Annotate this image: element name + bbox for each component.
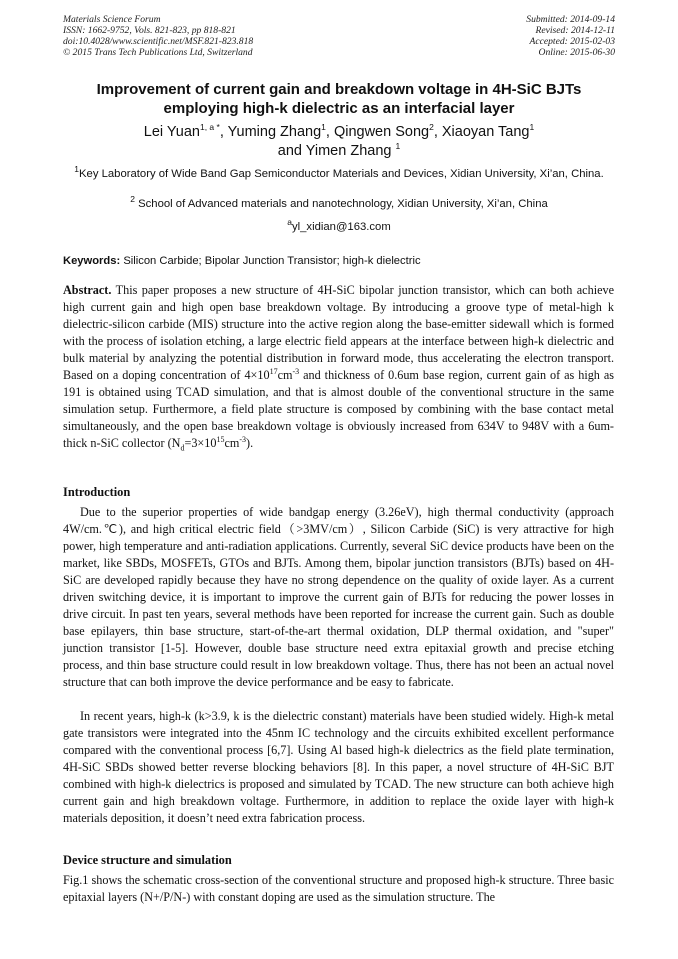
journal-doi: doi:10.4028/www.scientific.net/MSF.821-823.818 <box>63 36 254 47</box>
journal-issn: ISSN: 1662-9752, Vols. 821-823, pp 818-821 <box>63 25 236 36</box>
introduction-paragraph-2: In recent years, high-k (k>3.9, k is the dielectric constant) materials have been studied widely. High-k metal gate transistors were integrated into the 45nm IC technology and the circuits exhibited excellent performance compared with the conventional process [6,7]. Using Al based high-k dielectrics as the field plate termination, 4H-SiC SBDs showed better reverse blocking behaviors [8]. In this paper, a novel structure of 4H-SiC BJT combined with high-k dielectrics is proposed and simulated by TCAD. The new structure can both achieve high current gain and high breakdown voltage. Furthermore, in addition to replace the oxide layer with high-k materials deposition, it doesn’t need extra fabrication process. <box>63 709 614 825</box>
affiliation-1 <box>60 164 618 181</box>
paper-title <box>60 80 618 118</box>
keywords-text: Silicon Carbide; Bipolar Junction Transistor; high-k dielectric <box>123 255 421 267</box>
section-heading-device-structure: Device structure and simulation <box>63 853 232 867</box>
journal-header <box>63 14 253 58</box>
author-affiliation-mark: 1 <box>321 122 326 133</box>
author-separator: , <box>219 124 224 140</box>
introduction-paragraph-1: Due to the superior properties of wide bandgap energy (3.26eV), high thermal conductivity (approach 4W/cm.℃), and high critical electric field（>3MV/cm）, Silicon Carbide (SiC) is very attractive for high power, high temperature and anti-radiation applications. Currently, several SiC device products have been on the market, like SBDs, MOSFETs, GTOs and BJTs. Among them, bipolar junction transistors (BJTs) based on 4H-SiC are developed rapidly because they have no strong dependence on the quality of oxide layer. As a current driven switching device, it is important to improve the current gain of BJTs for reducing the power losses in drive circuit. In past ten years, several methods have been reported for increase the current gain. Such as double base epilayers, thin base structure, start-of-the-art thermal oxidation, DLP thermal oxidation, and "super" junction transistor [1-5]. However, double base structure need extra epitaxial growth and precise etching process, and thin base structure could result in low breakdown voltage. Thus, there has not been an actual novel structure that can both improve the device performance and be easy to fabricate. <box>63 505 614 689</box>
affiliation-number: 1 <box>74 164 79 175</box>
author-affiliation-mark: 1 <box>395 141 401 152</box>
email-mark: a <box>287 217 292 228</box>
date-online: Online: 2015-06-30 <box>538 47 615 58</box>
date-revised: Revised: 2014-12-11 <box>535 25 615 36</box>
abstract-text: cm <box>224 436 240 450</box>
date-accepted: Accepted: 2015-02-03 <box>529 36 615 47</box>
author-affiliation-mark: 1, a * <box>199 122 220 133</box>
exponent: 15 <box>216 434 225 444</box>
author-name: Xiaoyan Tang <box>441 124 530 140</box>
exponent: -3 <box>292 366 300 376</box>
abstract-text: ). <box>246 436 254 450</box>
affiliation-text: School of Advanced materials and nanotechnology, Xidian University, Xi’an, China <box>138 198 548 210</box>
exponent: 17 <box>269 366 278 376</box>
keywords <box>63 254 615 268</box>
author-line-2 <box>60 142 618 161</box>
author-conjunction: and <box>277 143 302 159</box>
section-heading-introduction: Introduction <box>63 485 131 499</box>
author-name: Yuming Zhang <box>227 124 322 140</box>
author-separator: , <box>433 124 438 140</box>
author-affiliation-mark: 1 <box>529 122 535 133</box>
date-submitted: Submitted: 2014-09-14 <box>526 14 615 25</box>
abstract-text: and thickness of 0.6um base region, current gain of as high as 191 is obtained using TCAD simulation, and that is almost double of the conventional structure in the same simulation setup. Furthermore, a field plate structure is composed by combining with the base contact metal simultaneously, and the open base breakdown voltage is obviously increased from 634V to 948V with a 6um-thick n-SiC collector (N <box>63 368 614 450</box>
author-separator: , <box>325 124 330 140</box>
author-name: Yimen Zhang <box>305 143 392 159</box>
author-list <box>60 123 618 161</box>
affiliation-text: Key Laboratory of Wide Band Gap Semiconductor Materials and Devices, Xidian University, Xi’an, China. <box>79 168 604 180</box>
author-name: Lei Yuan <box>143 124 200 140</box>
title-line-2: employing high-k dielectric as an interfacial layer <box>163 100 515 117</box>
exponent: -3 <box>239 434 247 444</box>
journal-name: Materials Science Forum <box>63 14 161 25</box>
corresponding-email <box>60 217 618 234</box>
abstract-text: cm <box>277 368 293 382</box>
author-affiliation-mark: 2 <box>429 122 434 133</box>
keywords-label: Keywords: <box>63 255 121 267</box>
device-paragraph-1: Fig.1 shows the schematic cross-section of the conventional structure and proposed high-k structure. Three basic epitaxial layers (N+/P/N-) with constant doping are used as the simulation structure. The <box>63 873 614 904</box>
email-address: yl_xidian@163.com <box>291 221 391 233</box>
affiliation-number: 2 <box>130 194 135 205</box>
author-name: Qingwen Song <box>333 124 430 140</box>
subscript: d <box>180 443 185 453</box>
abstract-label: Abstract. <box>63 283 112 297</box>
abstract <box>63 282 614 452</box>
affiliation-2 <box>60 194 618 211</box>
title-line-1: Improvement of current gain and breakdown voltage in 4H-SiC BJTs <box>96 81 582 98</box>
dates-header <box>526 14 615 58</box>
author-line-1 <box>60 123 618 142</box>
abstract-text: This paper proposes a new structure of 4H-SiC bipolar junction transistor, which can both achieve high current gain and high open base breakdown voltage. By introducing a groove type of metal-high k dielectric-silicon carbide (MIS) structure into the active region along the base-emitter sidewall which is formed with the process of isolation etching, a large electric field appears at the interface between high-k dielectric and bulk material by analyzing the potential distribution in forward mode, thus accelerating the electron transport. Based on a doping concentration of 4×10 <box>63 283 614 382</box>
journal-copyright: © 2015 Trans Tech Publications Ltd, Switzerland <box>63 47 253 58</box>
abstract-text: =3×10 <box>184 436 217 450</box>
